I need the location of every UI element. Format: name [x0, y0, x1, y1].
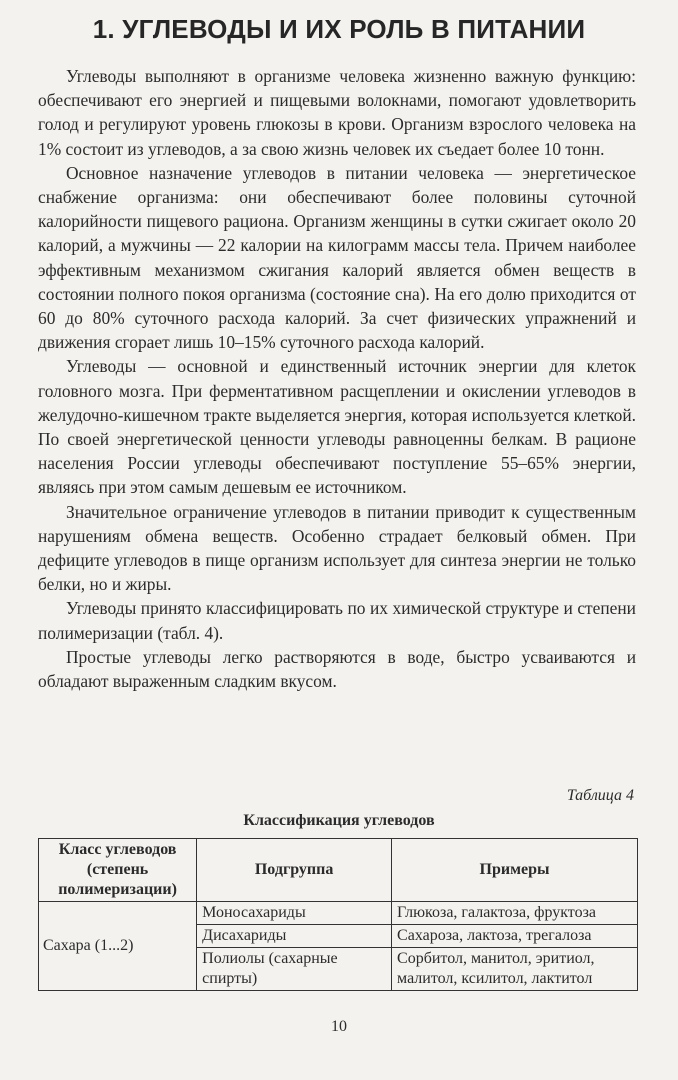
- header-examples: Примеры: [392, 839, 638, 902]
- table-header-row: [39, 839, 638, 902]
- chapter-heading: 1. УГЛЕВОДЫ И ИХ РОЛЬ В ПИТАНИИ: [92, 14, 586, 44]
- table-row: [39, 902, 638, 925]
- table-title: Классификация углеводов: [243, 812, 435, 829]
- paragraph: Углеводы выполняют в организме человека жизненно важную функцию: обеспечивают его энергией и пищевыми волокнами, помогают удовлетворить голод и регулируют уровень глюкозы в крови. Организм взрослого человека на 1% состоит из углеводов, а за свою жизнь человек их съедает более 10 тонн.: [38, 66, 636, 159]
- body-text: [38, 64, 636, 693]
- paragraph: Значительное ограничение углеводов в питании приводит к существенным нарушениям обмена веществ. Особенно страдает белковый обмен. При дефиците углеводов в пище организм использует для синтеза энергии не только белки, но и жиры.: [38, 501, 636, 595]
- paragraph: Простые углеводы легко растворяются в воде, быстро усваиваются и обладают выраженным сладким вкусом.: [38, 646, 636, 692]
- table-cell-subgroup: Полиолы (сахарные спирты): [197, 948, 392, 991]
- page-number: 10: [331, 1018, 347, 1035]
- paragraph: Углеводы принято классифицировать по их химической структуре и степени полимеризации (табл. 4).: [38, 598, 636, 643]
- paragraph: Основное назначение углеводов в питании человека — энергетическое снабжение организма: они обеспечивают более половины суточной калорийности пищевого рациона. Организм женщины в сутки сжигает около 20 калорий, а мужчины — 22 калории на килограмм массы тела. Причем наиболее эффективным механизмом сжигания калорий является обмен веществ в состоянии полного покоя организма (состояние сна). На его долю приходится от 60 до 80% суточного расхода калорий. За счет физических упражнений и движения сгорает лишь 10–15% суточного расхода калорий.: [38, 162, 636, 353]
- table-cell-subgroup: Моносахариды: [197, 902, 392, 925]
- table-cell-class: Сахара (1...2): [39, 902, 197, 991]
- table-cell-examples: Сорбитол, манитол, эритиол, малитол, ксилитол, лактитол: [392, 948, 638, 991]
- header-subgroup: Подгруппа: [197, 839, 392, 902]
- table-cell-examples: Глюкоза, галактоза, фруктоза: [392, 902, 638, 925]
- paragraph: Углеводы — основной и единственный источник энергии для клеток головного мозга. При ферментативном расщеплении и окислении углеводов в желудочно-кишечном тракте выделяется энергия, которая используется клеткой. По своей энергетической ценности углеводы равноценны белкам. В рационе населения России углеводы обеспечивают поступление 55–65% энергии, являясь при этом самым дешевым ее источником.: [38, 356, 636, 498]
- header-class: Класс углеводов (степень полимеризации): [39, 839, 197, 902]
- table-cell-examples: Сахароза, лактоза, трегалоза: [392, 925, 638, 948]
- table-cell-subgroup: Дисахариды: [197, 925, 392, 948]
- table-label: Таблица 4: [566, 787, 634, 804]
- classification-table: [38, 838, 638, 991]
